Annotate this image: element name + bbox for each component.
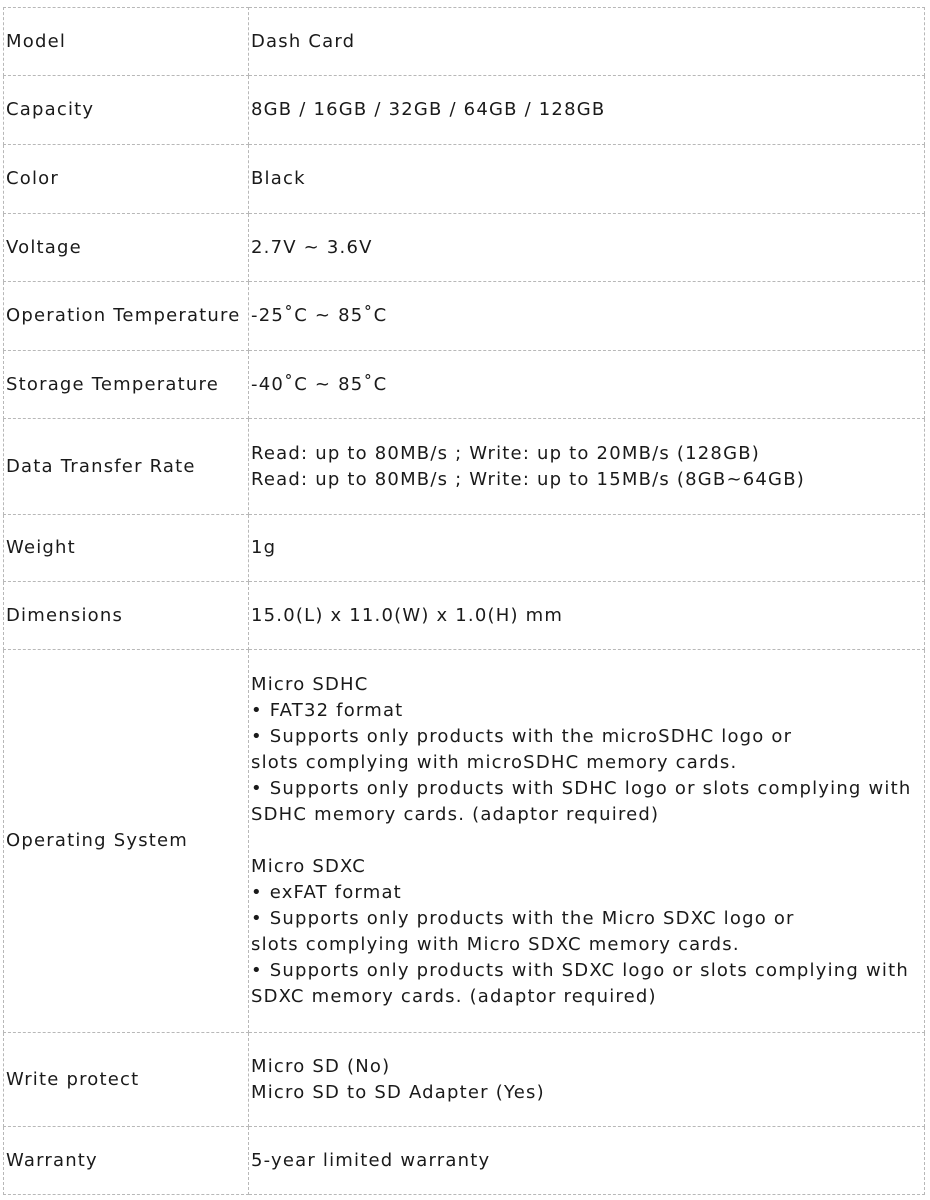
spec-value [249, 419, 925, 515]
spec-label: Color [4, 145, 249, 214]
spec-row [4, 282, 925, 351]
spec-value-line: • Supports only products with SDXC logo or slots complying with [251, 960, 909, 981]
spec-table [3, 7, 925, 1195]
spec-row [4, 145, 925, 214]
spec-value [249, 76, 925, 145]
spec-value-line: slots complying with microSDHC memory cards. [251, 752, 738, 773]
spec-row [4, 650, 925, 1033]
spec-value-line: 5-year limited warranty [251, 1149, 491, 1171]
spec-value-line: 2.7V ~ 3.6V [251, 236, 373, 258]
spec-value [249, 8, 925, 76]
spec-label: Operation Temperature [4, 282, 249, 351]
spec-label: Capacity [4, 76, 249, 145]
spec-value-line: Black [251, 168, 306, 189]
spec-label: Operating System [4, 650, 249, 1033]
spec-value-line [251, 828, 924, 854]
spec-value [249, 582, 925, 650]
spec-row [4, 214, 925, 282]
spec-row [4, 76, 925, 145]
spec-row [4, 582, 925, 650]
spec-row [4, 8, 925, 76]
spec-value [249, 214, 925, 282]
spec-value-line: • Supports only products with the microSDHC logo or [251, 726, 793, 747]
spec-value-line: 8GB / 16GB / 32GB / 64GB / 128GB [251, 99, 606, 120]
spec-label: Voltage [4, 214, 249, 282]
spec-value-line: -40˚C ~ 85˚C [251, 373, 388, 395]
spec-value [249, 1033, 925, 1127]
spec-label: Dimensions [4, 582, 249, 650]
spec-label: Storage Temperature [4, 351, 249, 419]
spec-value-line: Micro SD (No) [251, 1055, 391, 1077]
spec-row [4, 1033, 925, 1127]
spec-value-line: slots complying with Micro SDXC memory cards. [251, 934, 740, 955]
spec-label: Warranty [4, 1127, 249, 1195]
spec-value [249, 515, 925, 582]
spec-row [4, 515, 925, 582]
spec-value-line: -25˚C ~ 85˚C [251, 305, 388, 326]
spec-value [249, 351, 925, 419]
spec-table-body [4, 8, 925, 1195]
spec-label: Weight [4, 515, 249, 582]
spec-value-line: • exFAT format [251, 882, 402, 903]
spec-value-line: Micro SDHC [251, 674, 369, 695]
spec-row [4, 419, 925, 515]
spec-value-line: Micro SD to SD Adapter (Yes) [251, 1081, 545, 1103]
spec-value-line: SDXC memory cards. (adaptor required) [251, 986, 657, 1007]
spec-value-line: SDHC memory cards. (adaptor required) [251, 804, 660, 825]
spec-value-line: Micro SDXC [251, 856, 367, 877]
spec-value [249, 145, 925, 214]
spec-row [4, 351, 925, 419]
spec-value-line: • FAT32 format [251, 700, 404, 721]
spec-label: Write protect [4, 1033, 249, 1127]
spec-value-line: • Supports only products with the Micro SDXC logo or [251, 908, 795, 929]
spec-value [249, 282, 925, 351]
spec-value [249, 1127, 925, 1195]
spec-row [4, 1127, 925, 1195]
spec-value-line: Read: up to 80MB/s ; Write: up to 20MB/s (128GB) [251, 442, 760, 464]
spec-value [249, 650, 925, 1033]
spec-label: Model [4, 8, 249, 76]
spec-value-line: Dash Card [251, 30, 356, 52]
spec-value-line: 1g [251, 537, 277, 558]
spec-label: Data Transfer Rate [4, 419, 249, 515]
spec-value-line: 15.0(L) x 11.0(W) x 1.0(H) mm [251, 604, 564, 626]
spec-value-line: Read: up to 80MB/s ; Write: up to 15MB/s (8GB~64GB) [251, 468, 805, 490]
spec-value-line: • Supports only products with SDHC logo or slots complying with [251, 778, 912, 799]
